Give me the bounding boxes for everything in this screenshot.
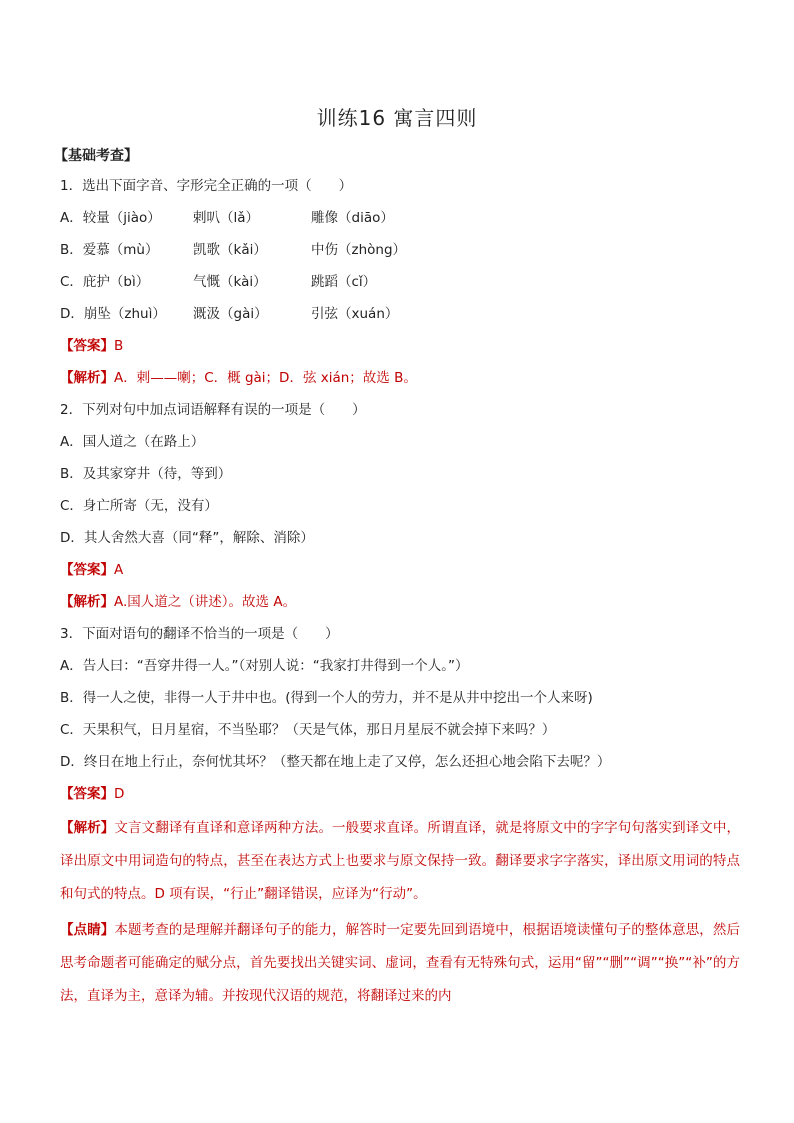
analysis-label: 【解析】 [60,820,115,836]
answer-value: B [114,338,124,354]
question-1-option-c [60,266,740,298]
analysis-text: A．剌——喇；C．概 gài；D．弦 xián；故选 B。 [114,370,417,386]
analysis-label: 【解析】 [60,594,114,610]
question-2-option-c: C．身亡所寄（无，没有） [60,498,218,514]
question-1-option-a [60,202,740,234]
page-title: 训练16 寓言四则 [316,106,478,130]
question-2-option-d: D．其人舍然大喜（同“释”，解除、消除） [60,530,314,546]
question-1-option-d [60,298,740,330]
option-cell: 剌叭（lǎ） [193,210,260,226]
option-cell: 气慨（kài） [193,274,267,290]
answer-value: A [114,562,124,578]
question-2-option-a: A．国人道之（在路上） [60,434,205,450]
option-cell: D．崩坠（zhuì） [60,306,166,322]
option-cell: 溉汲（gài） [193,306,268,322]
question-1-answer [60,330,740,362]
question-2-option-b: B．及其家穿井（待，等到） [60,466,232,482]
question-1-stem: 1．选出下面字音、字形完全正确的一项（ ） [60,178,353,194]
question-3-analysis [60,812,740,911]
option-cell: A．较量（jiào） [60,210,161,226]
answer-value: D [114,786,125,802]
question-1-analysis [60,362,740,394]
option-cell: B．爱慕（mù） [60,242,159,258]
analysis-text: A.国人道之（讲述）。故选 A。 [114,594,297,610]
content-body [54,142,741,1013]
section-heading: 【基础考查】 [54,148,138,164]
option-cell: 凯歌（kǎi） [193,242,267,258]
option-cell: 引弦（xuán） [311,306,399,322]
question-2-answer [60,554,740,586]
question-3-option-b: B．得一人之使，非得一人于井中也。(得到一个人的劳力，并不是从井中挖出一个人来呀) [60,690,593,706]
answer-label: 【答案】 [60,786,114,802]
answer-label: 【答案】 [60,338,114,354]
point-text: 本题考查的是理解并翻译句子的能力，解答时一定要先回到语境中，根据语境读懂句子的整体意思，然后思考命题者可能确定的赋分点，首先要找出关键实词、虚词，查看有无特殊句式，运用“留”“删”“调”“换”“补”的方法，直译为主，意译为辅。并按现代汉语的规范，将翻译过来的内 [60,922,741,1004]
question-3-option-a: A．告人曰：“吾穿井得一人。”（对别人说：“我家打井得到一个人。”） [60,658,469,674]
question-3-option-c: C．天果积气，日月星宿，不当坠耶？（天是气体，那日月星辰不就会掉下来吗？） [60,722,556,738]
option-cell: 中伤（zhòng） [311,242,407,258]
question-3-point [60,914,740,1013]
point-label: 【点睛】 [60,922,115,938]
analysis-text: 文言文翻译有直译和意译两种方法。一般要求直译。所谓直译，就是将原文中的字字句句落实到译文中，译出原文中用词造句的特点，甚至在表达方式上也要求与原文保持一致。翻译要求字字落实，译出原文用词的特点和句式的特点。D 项有误，“行止”翻译错误，应译为“行动”。 [60,820,741,902]
analysis-label: 【解析】 [60,370,114,386]
question-2-stem: 2．下列对句中加点词语解释有误的一项是（ ） [60,402,366,418]
option-cell: C．庇护（bì） [60,274,150,290]
question-1-option-b [60,234,740,266]
option-cell: 跳蹈（cǐ） [311,274,377,290]
question-3-option-d: D．终日在地上行止，奈何忧其坏？（整天都在地上走了又停，怎么还担心地会陷下去呢？） [60,754,611,770]
question-2-analysis [60,586,740,618]
question-3-stem: 3．下面对语句的翻译不恰当的一项是（ ） [60,626,339,642]
option-cell: 雕像（diāo） [311,210,394,226]
question-3-answer [60,778,740,810]
answer-label: 【答案】 [60,562,114,578]
